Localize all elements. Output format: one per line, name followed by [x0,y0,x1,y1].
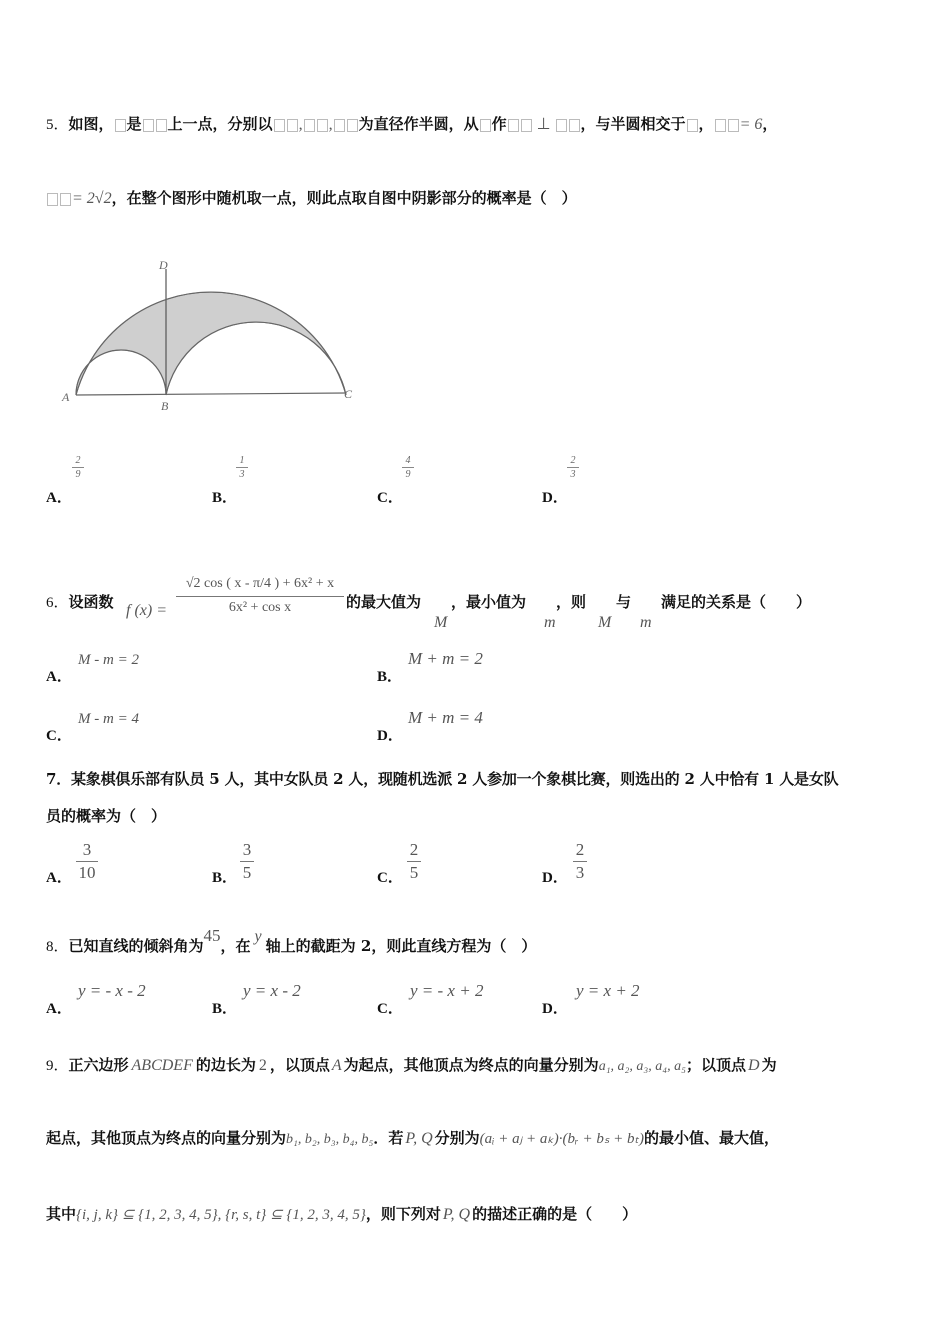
q6-fraction [176,572,344,619]
q8-line: 8．已知直线的倾斜角为45，在y轴上的截距为 2，则此直线方程为（ ） [46,926,537,955]
q7-option-c[interactable]: C． [377,870,403,886]
q9-line2: 起点，其他顶点为终点的向量分别为b₁, b₂, b₃, b₄, b₅．若 P, Q 分别为(aᵢ + aⱼ + aₖ)·(bᵣ + bₛ + bₜ)的最小值、最大值， [46,1129,779,1147]
q7-option-c-value: 2 5 [407,840,421,883]
q9-line3: 其中{i, j, k} ⊆ {1, 2, 3, 4, 5}, {r, s, t} ⊆ {1, 2, 3, 4, 5}，则下列对 P, Q 的描述正确的是（ ） [46,1205,638,1223]
q8-option-a-value: y = - x - 2 [78,981,146,1000]
q5-option-a-value: 2 9 [72,455,84,480]
q9-line1: 9．正六边形 ABCDEF 的边长为 2 ，以顶点 A 为起点，其他顶点为终点的向量分别为a₁, a₂, a₃, a₄, a₅；以顶点 D 为 [46,1056,777,1074]
q6-option-b-value: M + m = 2 [408,649,483,668]
shaded-region [76,292,346,395]
label-b: B [161,399,169,413]
q6-option-a[interactable]: A． [46,669,72,685]
q7-line1: 7．某象棋俱乐部有队员 5 人，其中女队员 2 人，现随机选派 2 人参加一个象棋比赛，则选出的 2 人中恰有 1 人是女队 [46,770,839,788]
q6-option-c-value: M - m = 4 [78,711,139,727]
q8-axis: y [254,928,262,945]
q5-option-c-value: 4 9 [402,455,414,480]
q6-sym-M1: M [434,614,448,631]
q5-number: 5． [46,117,69,133]
q8-angle: 45 [203,926,221,945]
q5-option-b[interactable]: B． [212,490,238,506]
q6-lead: 6．设函数 [46,593,114,611]
q5-figure [60,255,360,415]
q6-option-d-value: M + m = 4 [408,708,483,727]
q7-option-d[interactable]: D． [542,870,568,886]
q6-tail: 的最大值为 ，最小值为 ，则 与 满足的关系是（ ） [346,593,812,611]
q8-option-b-value: y = x - 2 [243,981,301,1000]
q6-sym-m1: m [544,614,556,631]
q7-option-a-value: 3 10 [76,840,98,883]
q8-option-d[interactable]: D． [542,1001,568,1017]
q8-option-d-value: y = x + 2 [576,981,640,1000]
q7-line2: 员的概率为（ ） [46,807,167,825]
q6-option-a-value: M - m = 2 [78,652,139,668]
q7-option-b[interactable]: B． [212,870,238,886]
placeholder-glyph [115,119,126,132]
q7-option-b-value: 3 5 [240,840,254,883]
q8-option-c-value: y = - x + 2 [410,981,484,1000]
q7-option-a[interactable]: A． [46,870,72,886]
label-a: A [62,390,70,404]
q6-sym-M2: M [598,614,612,631]
q6-sym-m2: m [640,614,652,631]
label-c: C [344,387,353,401]
q6-numerator: √2 cos ( x - π/4 ) + 6x² + x [185,576,335,591]
q8-option-b[interactable]: B． [212,1001,238,1017]
base-line [76,393,346,395]
q8-option-a[interactable]: A． [46,1001,72,1017]
q5-option-d-value: 2 3 [567,455,579,480]
q5-option-a[interactable]: A． [46,490,72,506]
label-d: D [159,258,168,272]
q5-line2: = 2√2，在整个图形中随机取一点，则此点取自图中阴影部分的概率是（ ） [46,188,577,209]
q6-option-c[interactable]: C． [46,728,72,744]
q7-option-d-value: 2 3 [573,840,587,883]
q5-line1: 5．如图， 是 上一点，分别以 , , 为直径作半圆，从 作 ⊥ ，与半圆相交于 ， = 6， [46,115,778,133]
q6-denominator: 6x² + cos x [228,600,292,615]
q6-func-lhs: f (x) = [126,602,167,619]
q5-eq1: = 6 [739,116,763,133]
q5-eq2: = 2√2 [72,190,112,207]
q5-option-c[interactable]: C． [377,490,403,506]
q6-option-b[interactable]: B． [377,669,403,685]
q5-option-d[interactable]: D． [542,490,568,506]
q8-option-c[interactable]: C． [377,1001,403,1017]
q6-option-d[interactable]: D． [377,728,403,744]
q5-option-b-value: 1 3 [236,455,248,480]
